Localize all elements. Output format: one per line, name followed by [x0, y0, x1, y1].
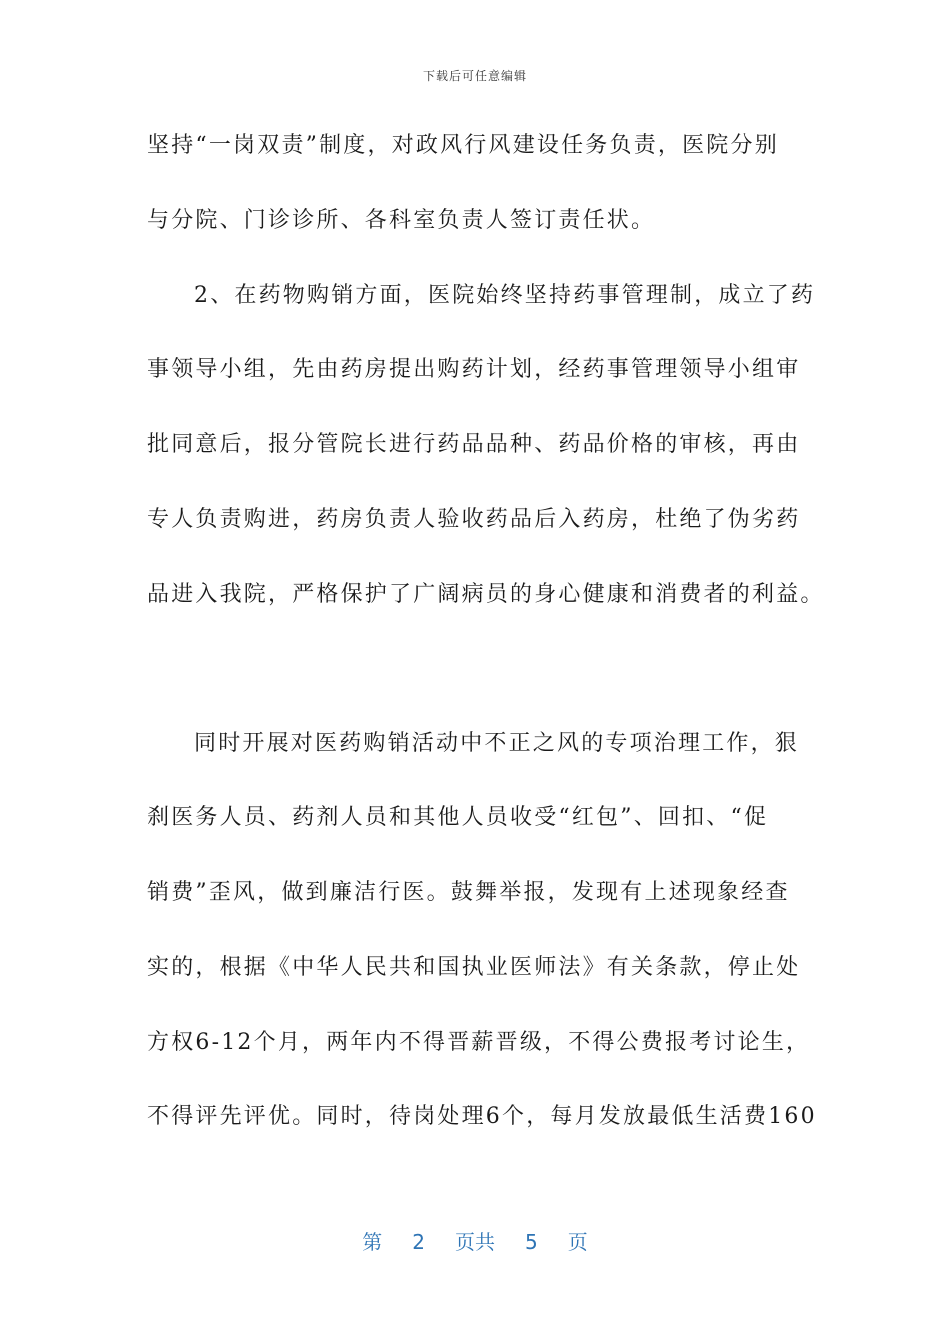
paragraph-line: 销费”歪风，做到廉洁行医。鼓舞举报，发现有上述现象经查	[147, 880, 790, 905]
paragraph-line: 刹医务人员、药剂人员和其他人员收受“红包”、回扣、“促	[147, 805, 769, 830]
paragraph-line: 实的，根据《中华人民共和国执业医师法》有关条款，停止处	[147, 955, 801, 980]
paragraph-line: 方权6-12个月，两年内不得晋薪晋级，不得公费报考讨论生，	[147, 1030, 811, 1055]
paragraph-line: 批同意后，报分管院长进行药品品种、药品价格的审核，再由	[147, 432, 801, 457]
page-label-prefix: 第	[362, 1230, 383, 1254]
paragraph-line: 事领导小组，先由药房提出购药计划，经药事管理领导小组审	[147, 357, 801, 382]
paragraph-line: 与分院、门诊诊所、各科室负责人签订责任状。	[147, 208, 656, 233]
paragraph-line: 不得评先评优。同时，待岗处理6个，每月发放最低生活费160	[147, 1104, 817, 1129]
paragraph-line: 专人负责购进，药房负责人验收药品后入药房，杜绝了伪劣药	[147, 507, 801, 532]
page-number-footer	[0, 1226, 950, 1255]
paragraph-line: 同时开展对医药购销活动中不正之风的专项治理工作，狠	[194, 731, 800, 756]
current-page-number: 2	[412, 1230, 425, 1254]
paragraph-line: 品进入我院，严格保护了广阔病员的身心健康和消费者的利益。	[147, 582, 825, 607]
paragraph-line: 2、在药物购销方面，医院始终坚持药事管理制，成立了药	[194, 283, 816, 308]
page-label-suffix: 页	[567, 1230, 588, 1254]
page-label-mid: 页共	[455, 1230, 495, 1254]
total-pages-number: 5	[525, 1230, 538, 1254]
page-header: 下载后可任意编辑	[422, 69, 527, 83]
paragraph-line: 坚持“一岗双责”制度，对政风行风建设任务负责，医院分别	[147, 133, 779, 158]
